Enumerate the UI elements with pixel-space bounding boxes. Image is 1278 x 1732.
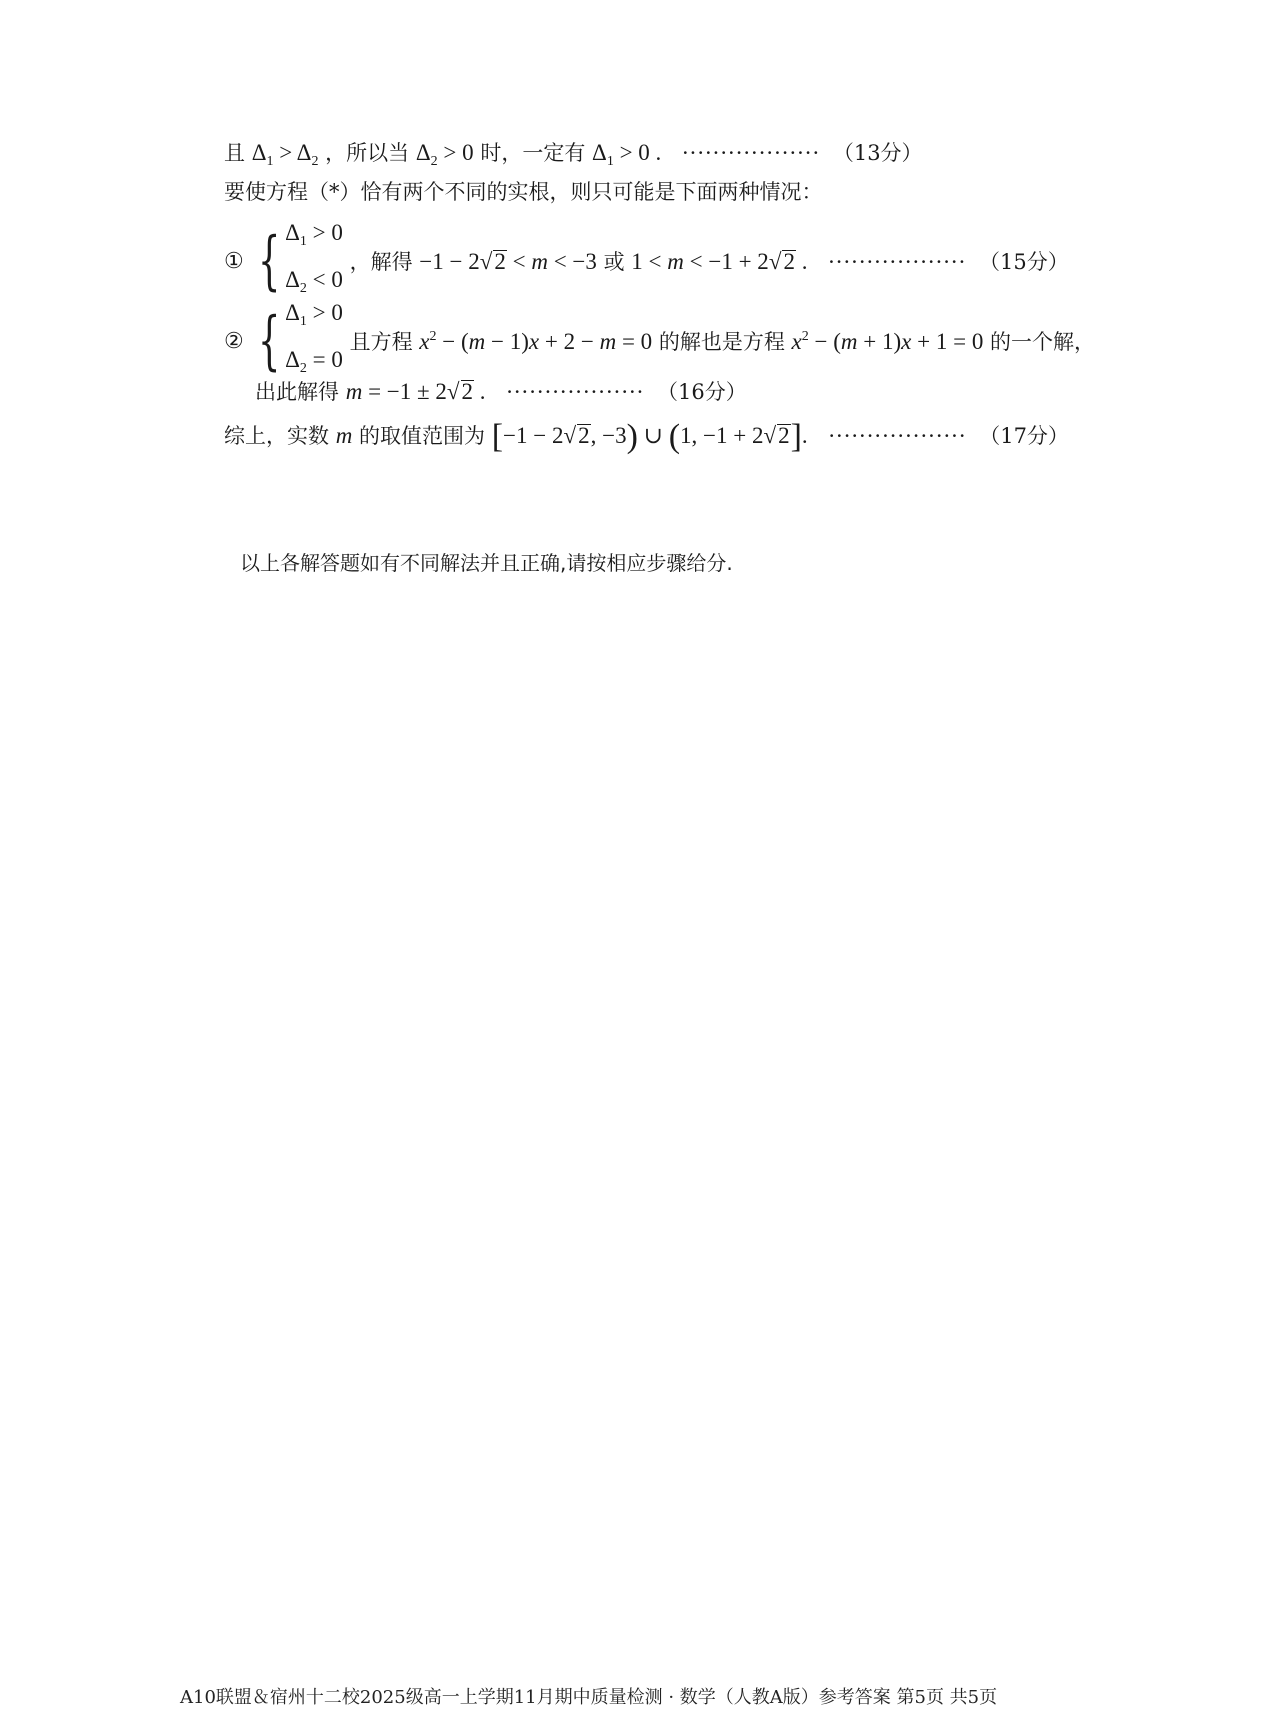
math-final-range: [−1 − 2√2, −3) ∪ (1, −1 + 2√2]. (491, 418, 808, 455)
math-delta1-gt-0: $\Delta_1 > 0$ . (592, 140, 662, 169)
case-1-marker: ① (224, 248, 244, 274)
math-delta2-gt-0: $\Delta_2 > 0$ (415, 140, 474, 169)
text: 或 (603, 250, 625, 274)
score-dots: ·················· (828, 424, 967, 448)
math-m: m (335, 423, 353, 448)
grading-notice: 以上各解答题如有不同解法并且正确,请按相应步骤给分. (240, 551, 733, 575)
math-range-2: 1 < m < −1 + 2√2 . (631, 249, 808, 274)
system-case-2: $\Delta_1 > 0$ $\Delta_2 = 0$ (285, 300, 343, 376)
score-15: （15分） (978, 250, 1069, 274)
text: ，解得 (349, 250, 413, 274)
text: 要使方程（*）恰有两个不同的实根，则只可能是下面两种情况： (224, 180, 823, 204)
case-2-marker: ② (224, 328, 244, 354)
score-17: （17分） (979, 424, 1069, 448)
score-13: （13分） (832, 141, 923, 165)
text: 的解也是方程 (658, 330, 785, 354)
brace: { (258, 224, 281, 298)
system-case-1: $\Delta_1 > 0$ $\Delta_2 < 0$ (285, 220, 343, 296)
math-delta1-gt-delta2: $\Delta_1 > \Delta_2$ (251, 140, 319, 169)
case-2 (224, 294, 1095, 388)
line-delta-comparison (224, 138, 923, 177)
text: 出此解得 (255, 380, 339, 404)
summary-line (224, 418, 1069, 455)
text: 的一个解， (990, 330, 1096, 354)
line-two-cases (224, 177, 823, 207)
text: 且 (224, 141, 245, 165)
text: 的取值范围为 (359, 424, 485, 448)
score-16: （16分） (657, 380, 747, 404)
brace: { (258, 304, 281, 378)
text: ，所以当 (325, 141, 410, 165)
text: 且方程 (349, 330, 413, 354)
score-dots: ·················· (681, 141, 821, 165)
case-2-result (255, 377, 747, 407)
text: 综上，实数 (224, 424, 329, 448)
math-m-value: m = −1 ± 2√2 . (345, 379, 486, 404)
math-equation-1: $x^2 - (m - 1)x + 2 - m = 0$ (419, 329, 653, 354)
math-range-1: −1 − 2√2 < m < −3 (419, 249, 597, 274)
score-dots: ·················· (828, 250, 967, 274)
score-dots: ·················· (506, 380, 645, 404)
math-equation-2: $x^2 - (m + 1)x + 1 = 0$ (791, 329, 984, 354)
page-footer: A10联盟＆宿州十二校2025级高一上学期11月期中质量检测 · 数学（人教A版）参考答案 第5页 共5页 (180, 1687, 998, 1708)
text: 时，一定有 (480, 141, 586, 165)
